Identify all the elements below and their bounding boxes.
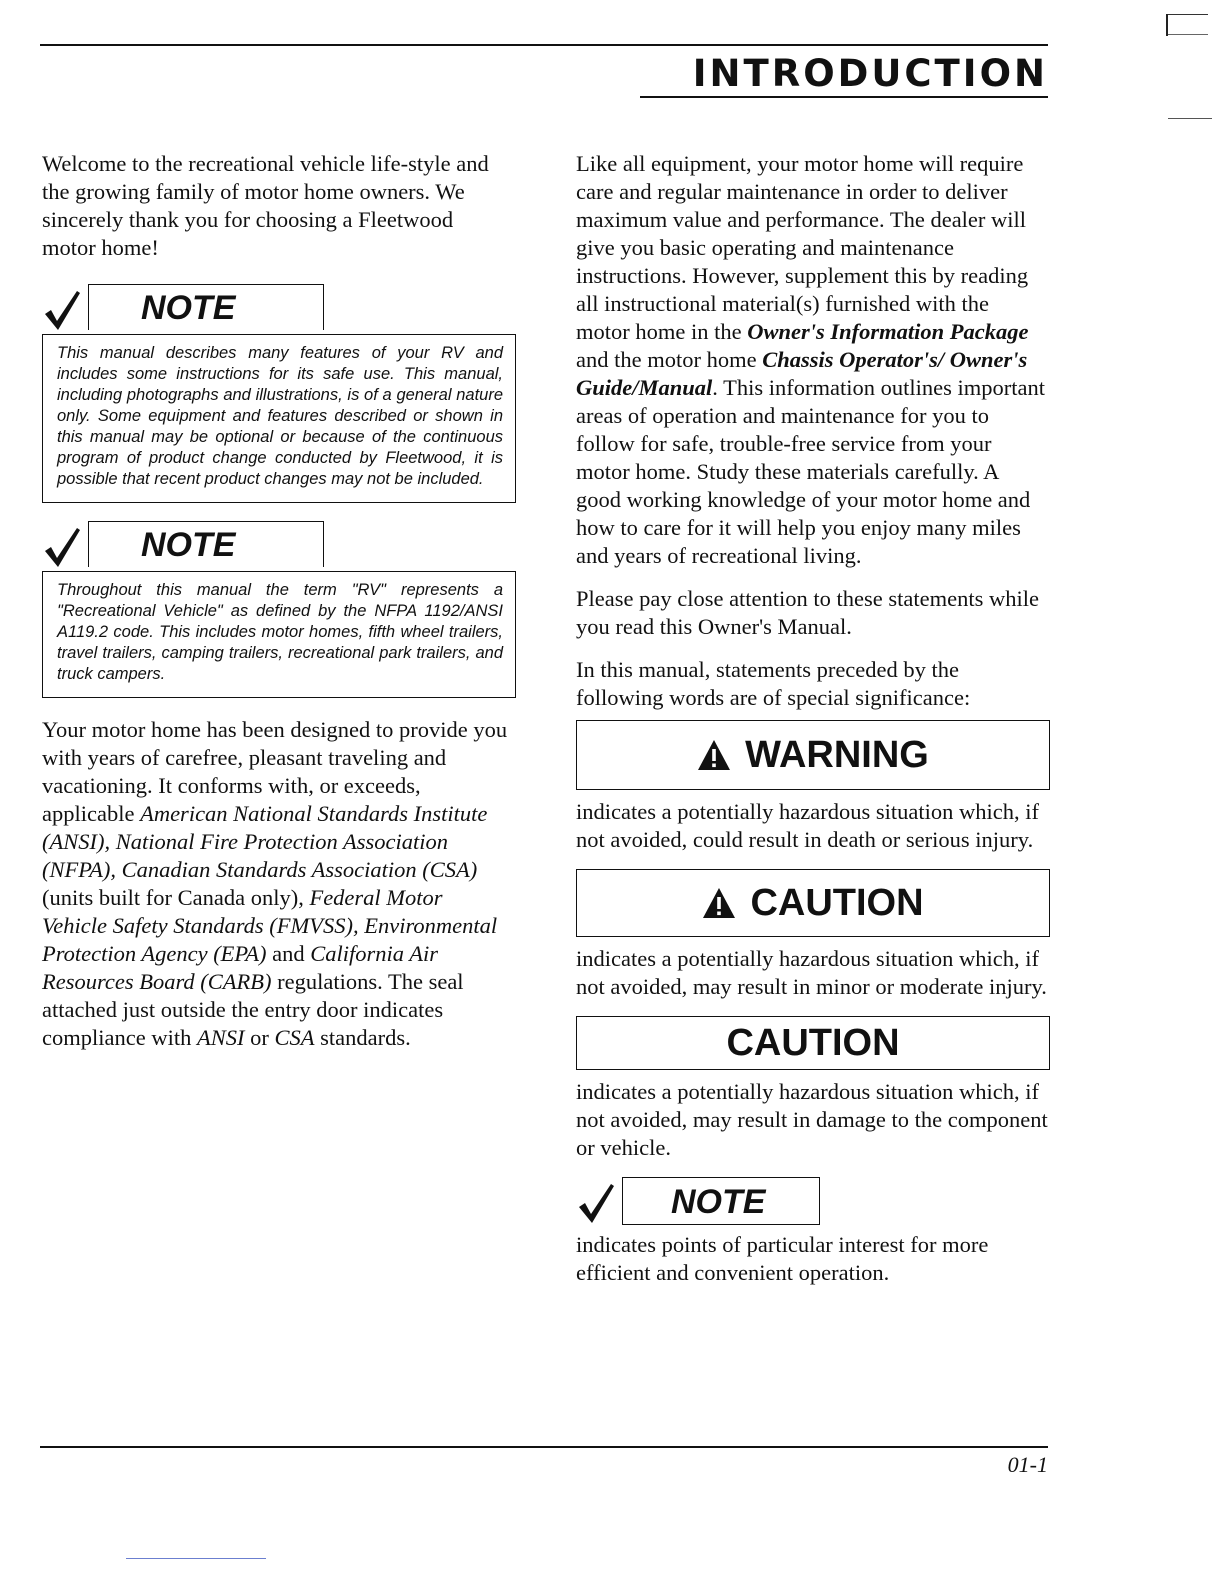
scan-artifact-line [126,1558,266,1559]
text-span: Like all equipment, your motor home will require care and regular maintenance in order to deliver maximum value and performance. The dealer will give you basic operating and maintenance instructions. However, supplement this by reading all instructional material(s) furnished with the motor home in the [576,151,1029,344]
caution-injury-description: indicates a potentially hazardous situation which, if not avoided, may result in minor or moderate injury. [576,946,1047,999]
page-title: INTRODUCTION [692,52,1048,95]
top-rule [40,44,1048,46]
left-column [42,150,512,1052]
note-label: NOTE [622,1177,820,1225]
text-span: Your motor home has been designed to provide you with years of carefree, pleasant traveling and vacationing. It conforms with, or exceeds, applicable [42,717,508,826]
checkmark-icon [576,1181,616,1225]
caution-damage-description: indicates a potentially hazardous situation which, if not avoided, may result in damage to the component or vehicle. [576,1079,1048,1160]
standards-span: ANSI [196,1025,245,1050]
text-span: standards. [314,1025,411,1050]
checkmark-icon [42,288,82,332]
warning-label: WARNING [745,734,929,776]
welcome-paragraph: Welcome to the recreational vehicle life-style and the growing family of motor home owners. We sincerely thank you for choosing a Fleetwood motor home! [42,151,489,260]
standards-span: American National Standards Institute (ANSI), National Fire Protection Association (NFPA), Canadian Standards Association (CSA) [42,801,488,882]
checkmark-icon [42,525,82,569]
note-sample [576,1177,1048,1231]
caution-label: CAUTION [750,882,924,924]
text-span: regulations. The seal attached just outside the entry door indicates compliance with [42,969,464,1050]
standards-span: CSA [274,1025,315,1050]
note-description: indicates points of particular interest for more efficient and convenient operation. [576,1232,989,1285]
margin-bracket-mark [1166,14,1208,36]
warning-box [576,720,1050,790]
text-span: and the motor home [576,347,763,372]
bottom-rule [40,1446,1048,1448]
text-span: and [266,941,311,966]
caution-plain-box [576,1016,1050,1070]
preceded-paragraph: In this manual, statements preceded by the following words are of special significance: [576,657,971,710]
warning-triangle-icon [702,887,736,919]
title-underline [640,96,1048,98]
note-box-1: This manual describes many features of your RV and includes some instructions for its safe use. This manual, including photographs and illustrations, is of a general nature only. Some equipment and features described or shown in this manual may be optional or because of the continuous program of product change conducted by Fleetwood, it is possible that recent product changes may not be included. [42,334,516,503]
caution-label: CAUTION [726,1022,900,1064]
margin-line-mark [1168,118,1212,119]
page-number: 01-1 [1007,1452,1048,1477]
text-span: (units built for Canada only), [42,885,310,910]
right-column [576,150,1048,1302]
caution-icon-box [576,869,1050,937]
warning-triangle-icon [697,739,731,771]
note-header-1 [42,284,512,334]
note-label: NOTE [88,284,324,330]
standards-span: California Air Resources Board (CARB) [42,941,439,994]
document-title-span: Chassis Operator's/ Owner's Guide/Manual [576,347,1028,400]
maintenance-paragraph [576,150,1048,570]
document-title-span: Owner's Information Package [747,319,1029,344]
attention-paragraph: Please pay close attention to these statements while you read this Owner's Manual. [576,586,1039,639]
text-span: or [244,1025,275,1050]
note-label: NOTE [88,521,324,567]
text-span: . This information outlines important areas of operation and maintenance for you to follow for safe, trouble-free service from your motor home. Study these materials carefully. A good working knowledge of your motor home and how to care for it will help you enjoy many miles and years of recreational living. [576,375,1045,568]
note-box-2: Throughout this manual the term "RV" represents a "Recreational Vehicle" as defined by the NFPA 1192/ANSI A119.2 code. This includes motor homes, fifth wheel trailers, travel trailers, camping trailers, recreational park trailers, and truck campers. [42,571,516,698]
note-header-2 [42,521,512,571]
compliance-paragraph [42,716,512,1052]
standards-span: Federal Motor Vehicle Safety Standards (FMVSS), Environmental Protection Agency (EPA) [42,885,498,966]
warning-description: indicates a potentially hazardous situation which, if not avoided, could result in death or serious injury. [576,799,1039,852]
